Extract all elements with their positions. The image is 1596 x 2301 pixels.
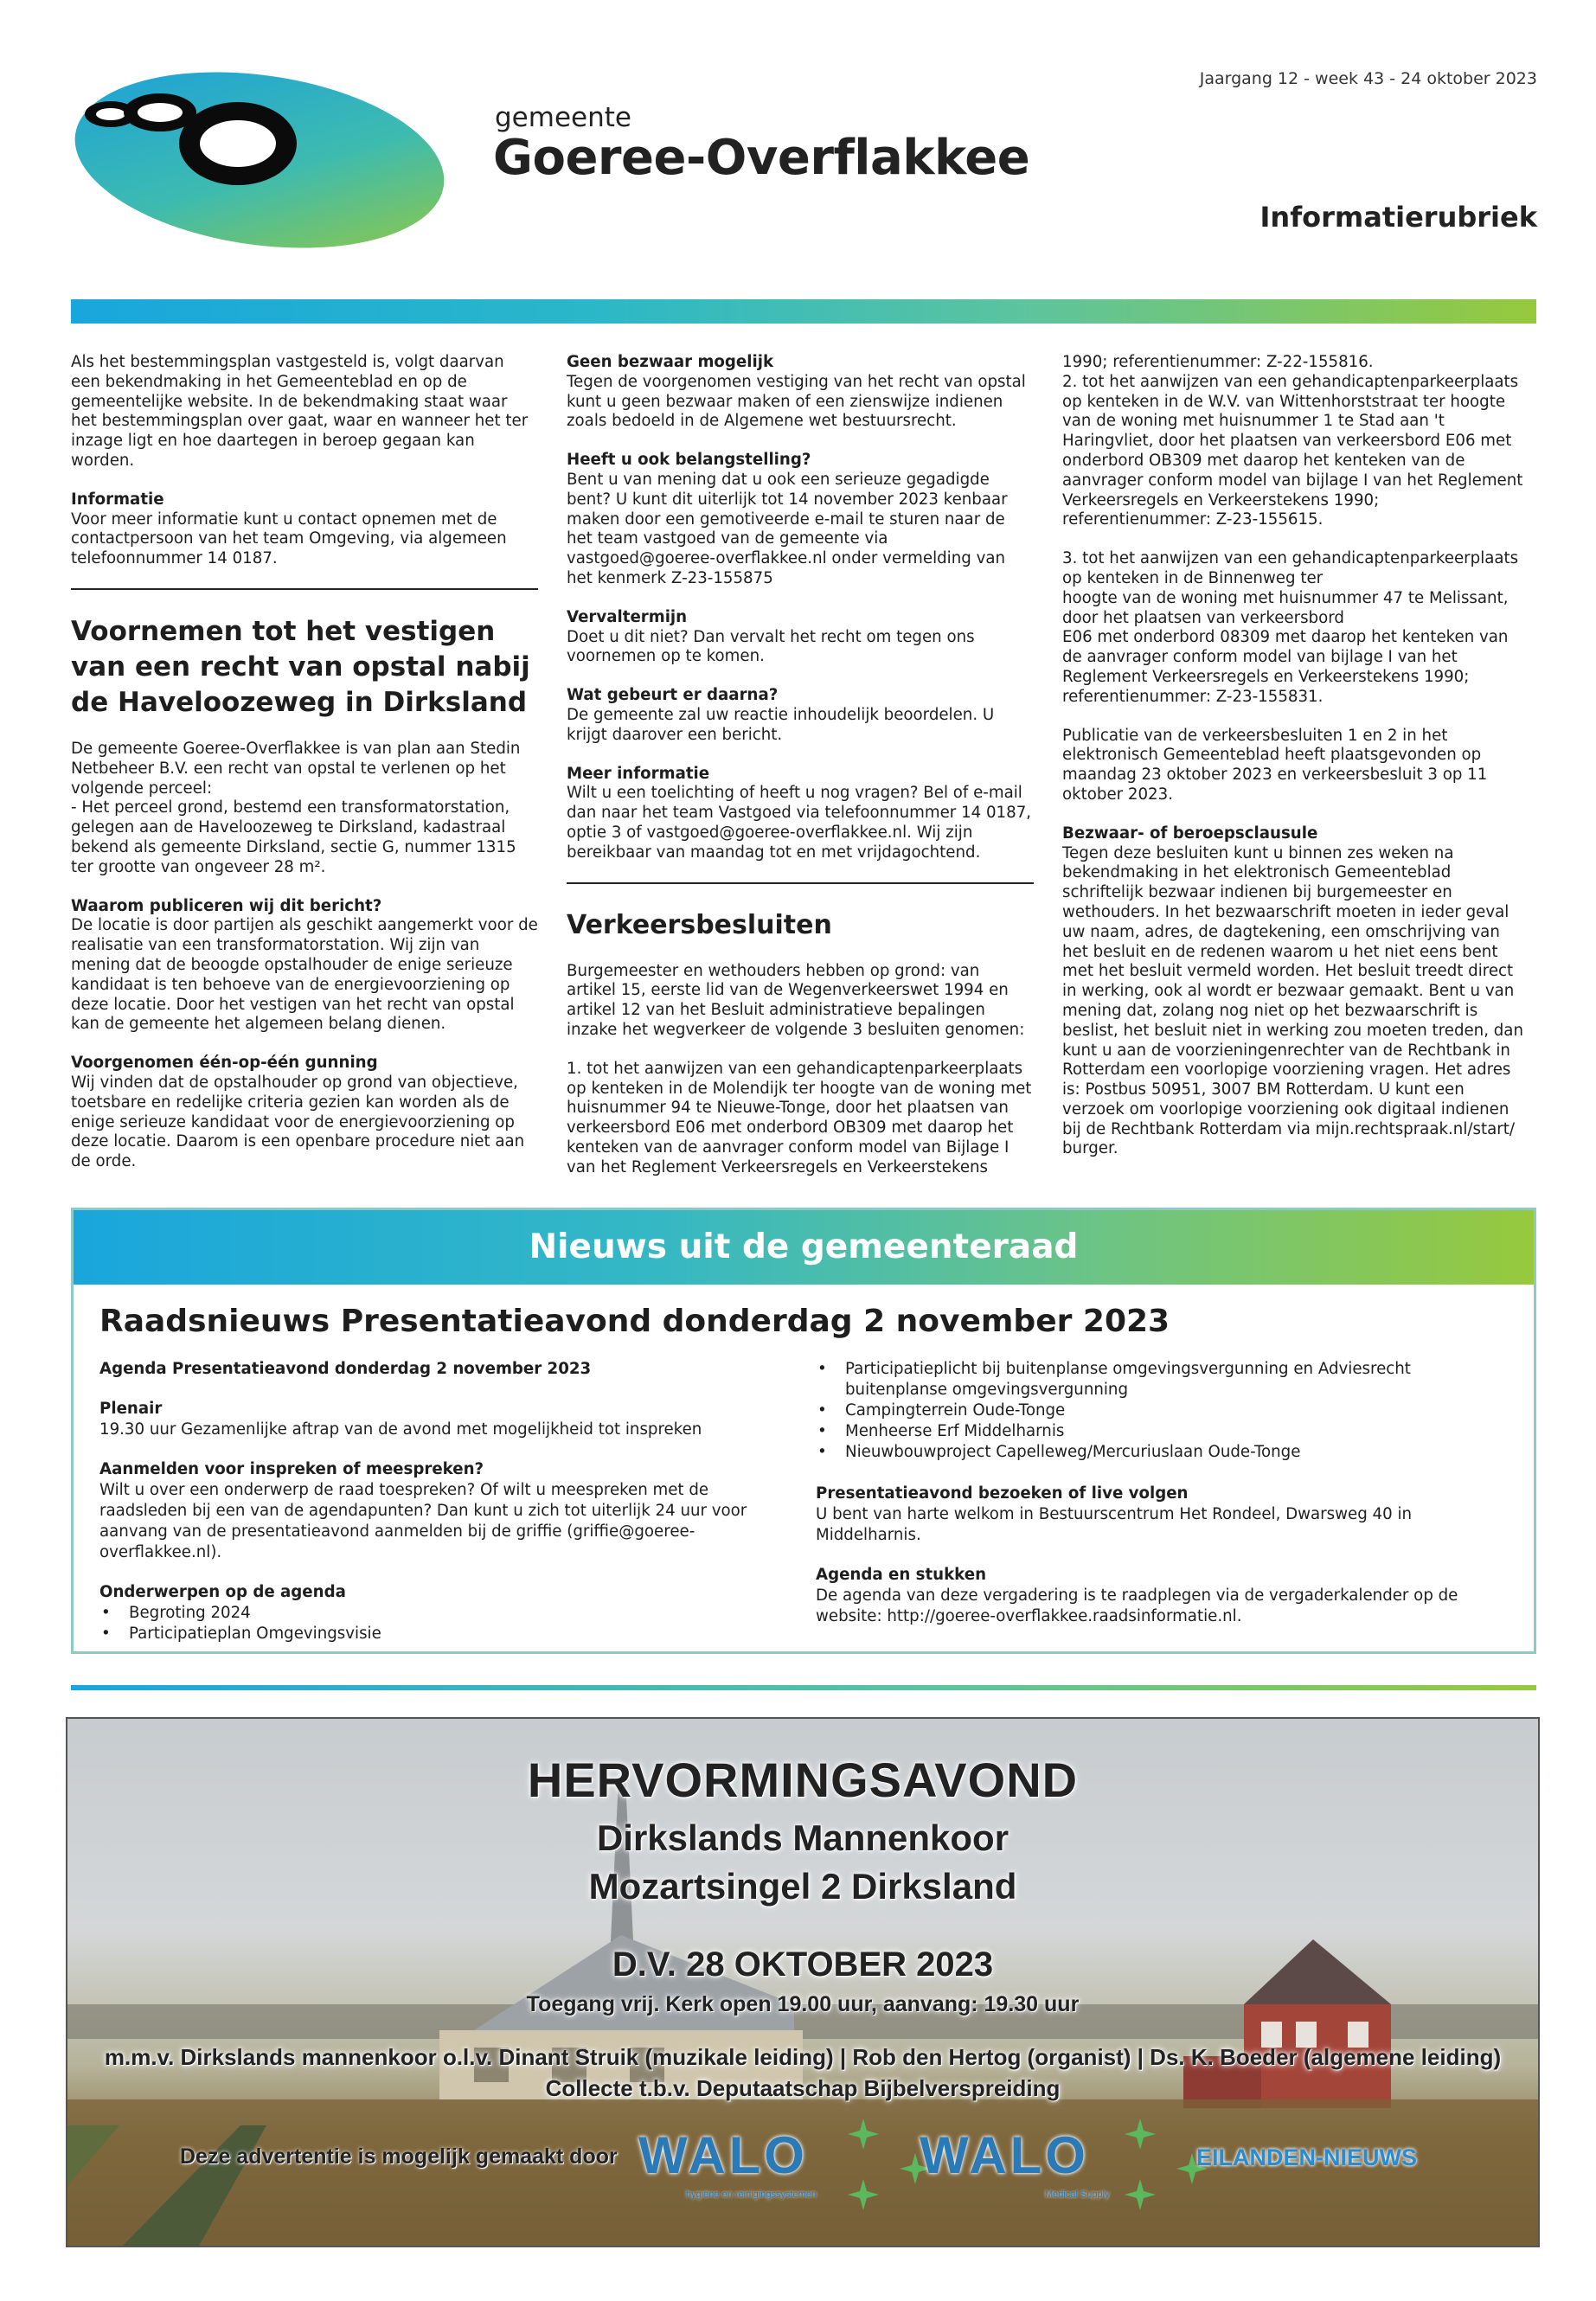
one-on-one-heading: Voorgenomen één-op-één gunning <box>71 1054 378 1073</box>
register-text: Wilt u over een onderwerp de raad toespreken? Of wilt u meespreken met de raadsleden bij een van de agendapunten? Dan kunt u zich tot uiterlijk 24 uur voor aanvang van de presentatieavond aanmelden bij de griffie (griffie@goeree-overflakkee.nl). <box>99 1481 747 1561</box>
visit-heading: Presentatieavond bezoeken of live volgen <box>816 1484 1189 1503</box>
council-news-title: Raadsnieuws Presentatieavond donderdag 2 november 2023 <box>99 1304 1170 1339</box>
traffic-item-3a: 3. tot het aanwijzen van een gehandicaptenparkeerplaats op kenteken in de Binnenweg ter <box>1062 549 1519 587</box>
list-item: • Begroting 2024 <box>99 1603 792 1624</box>
list-item: • Participatieplan Omgevingsvisie <box>99 1624 792 1644</box>
visit-block <box>816 1484 1508 1546</box>
info-heading: Informatie <box>71 490 164 509</box>
traffic-item-2: 2. tot het aanwijzen van een gehandicaptenparkeerplaats op kenteken in de W.V. van Wittenhorststraat ter hoogte van de woning met huisnummer 1 te Stad aan 't Haringvliet, door het plaatsen van verkeersbord E06 met onderbord OB309 met daarop het kenteken van de aanvrager conform model van bijlage I van het Reglement Verkeersregels en Verkeerstekens 1990; referentienummer: Z-23-155615. <box>1062 372 1523 529</box>
traffic-item-1-end: 1990; referentienummer: Z-22-155816. <box>1062 353 1374 371</box>
traffic-item-3c: E06 met onderbord 08309 met daarop het kenteken van de aanvrager conform model van bijlage I van het Reglement Verkeersregels en Verkeerstekens 1990; referentienummer: Z-23-155831. <box>1062 628 1509 706</box>
objection-heading: Bezwaar- of beroepsclausule <box>1062 824 1318 843</box>
docs-heading: Agenda en stukken <box>816 1566 987 1584</box>
list-item: • Nieuwbouwproject Capelleweg/Mercuriuslaan Oude-Tonge <box>816 1442 1508 1463</box>
walo-logo-1: WALO <box>638 2126 808 2184</box>
ad-title: HERVORMINGSAVOND <box>527 1753 1079 1807</box>
interest-heading: Heeft u ook belangstelling? <box>567 451 811 470</box>
traffic-title: Verkeersbesluiten <box>567 909 832 940</box>
list-item: • Campingterrein Oude-Tonge <box>816 1400 1508 1421</box>
list-item: • Menheerse Erf Middelharnis <box>816 1421 1508 1442</box>
divider <box>71 588 538 590</box>
traffic-item-3 <box>1062 549 1529 707</box>
docs-text: De agenda van deze vergadering is te raadplegen via de vergaderkalender op de website: http://goeree-overflakkee.raadsinformatie.nl. <box>816 1586 1458 1625</box>
traffic-item-block <box>1062 353 1529 530</box>
ad-entry-info: Toegang vrij. Kerk open 19.00 uur, aanvang: 19.30 uur <box>526 1992 1080 2016</box>
eilanden-nieuws-logo: EILANDEN-NIEUWS <box>1196 2144 1417 2170</box>
publication-text: Publicatie van de verkeersbesluiten 1 en 2 in het elektronisch Gemeenteblad heeft plaatsgevonden op maandag 23 oktober 2023 en verkeersbesluit 3 op 11 oktober 2023. <box>1062 726 1488 804</box>
next-text: De gemeente zal uw reactie inhoudelijk beoordelen. U krijgt daarover een bericht. <box>567 705 995 744</box>
topics-heading: Onderwerpen op de agenda <box>99 1583 346 1601</box>
why-text: De locatie is door partijen als geschikt aangemerkt voor de realisatie van een transformatorstation. Wij zijn van mening dat de beoogde opstalhouder de enige serieuze kandidaat is ten behoeve van de energievoorziening op deze locatie. Door het vestigen van het recht van opstal kan de gemeente het algemeen belang dienen. <box>71 916 538 1034</box>
opstal-p1 <box>71 740 538 878</box>
council-news-box <box>71 1208 1536 1654</box>
brand-small: gemeente <box>495 102 631 133</box>
council-news-bar: Nieuws uit de gemeenteraad <box>74 1210 1534 1285</box>
no-objection-heading: Geen bezwaar mogelijk <box>567 353 774 371</box>
plenary-text: 19.30 uur Gezamenlijke aftrap van de avond met mogelijkheid tot inspreken <box>99 1420 702 1439</box>
issue-date: Jaargang 12 - week 43 - 24 oktober 2023 <box>1199 69 1537 88</box>
agenda-heading <box>99 1359 792 1380</box>
council-news-right <box>816 1359 1508 1646</box>
objection-block <box>1062 824 1529 1160</box>
next-block <box>567 686 1034 745</box>
ad-credits: m.m.v. Dirkslands mannenkoor o.l.v. Dinant Struik (muzikale leiding) | Rob den Hertog (organist) | Ds. K. Boeder (algemene leiding) <box>104 2044 1502 2070</box>
objection-text: Tegen deze besluiten kunt u binnen zes weken na bekendmaking in het elektronisch Gemeenteblad schriftelijk bezwaar indienen bij burgemeester en wethouders. In het bezwaarschrift moeten in ieder geval uw naam, adres, de dagtekening, een omschrijving van het besluit en de redenen waarom u het niet eens bent met het besluit vermeld worden. Het besluit treedt direct in werking, ook al wordt er bezwaar gemaakt. Bent u van mening dat, zolang nog niet op het bezwaarschrift is beslist, het besluit niet in werking zou moeten treden, dan kunt u aan de voorzieningenrechter van de Rechtbank in Rotterdam een voorlopige voorziening vragen. Het adres is: Postbus 50951, 3007 BM Rotterdam. U kunt een verzoek om voorlopige voorziening ook digitaal indienen bij de Rechtbank Rotterdam via mijn.rechtspraak.nl/start/ burger. <box>1062 843 1523 1158</box>
interest-text: Bent u van mening dat u ook een serieuze gegadigde bent? U kunt dit uiterlijk tot 14 november 2023 kenbaar maken door een gemotiveerde e-mail te sturen naar de het team vastgoed van de gemeente via vastgoed@goeree-overflakkee.nl onder vermelding van het kenmerk Z-23-155875 <box>567 470 1008 587</box>
column-1 <box>71 353 538 1191</box>
traffic-item-1: 1. tot het aanwijzen van een gehandicaptenparkeerplaats op kenteken in de Molendijk ter hoogte van de woning met huisnummer 94 te Nieuwe-Tonge, door het plaatsen van verkeersbord E06 met onderbord OB309 met daarop het kenteken van de aanvrager conform model van Bijlage I van het Reglement Verkeersregels en Verkeerstekens <box>567 1059 1032 1176</box>
info-block <box>71 490 538 569</box>
why-heading: Waarom publiceren wij dit bericht? <box>71 896 382 915</box>
traffic-item-3b: hoogte van de woning met huisnummer 47 te Melissant, door het plaatsen van verkeersbord <box>1062 588 1509 627</box>
opstal-p1-parcel: - Het perceel grond, bestemd een transformatorstation, gelegen aan de Haveloozeweg te Dirksland, kadastraal bekend als gemeente Dirksland, sectie G, nummer 1315 ter grootte van ongeveer 28 m². <box>71 798 516 876</box>
expiry-text: Doet u dit niet? Dan vervalt het recht om tegen ons voornemen op te komen. <box>567 627 975 666</box>
more-info-text: Wilt u een toelichting of heeft u nog vragen? Bel of e-mail dan naar het team Vastgoed via telefoonnummer 14 0187, optie 3 of vastgoed@goeree-overflakkee.nl. Wij zijn bereikbaar van maandag tot en met vrijdagochtend. <box>567 784 1032 862</box>
why-block <box>71 897 538 1035</box>
divider <box>567 882 1034 884</box>
bestemmingsplan-intro: Als het bestemmingsplan vastgesteld is, volgt daarvan een bekendmaking in het Gemeenteblad en op de gemeentelijke website. In de bekendmaking staat waar het bestemmingsplan over gaat, waar en wanneer het ter inzage ligt en hoe daartegen in beroep gegaan kan worden. <box>71 353 529 470</box>
walo-logo-1-tagline: hygiëne en reinigingssystemen <box>686 2189 817 2200</box>
no-objection-block <box>567 353 1034 432</box>
register-heading: Aanmelden voor inspreken of meespreken? <box>99 1460 484 1478</box>
ad-sponsor-text: Deze advertentie is mogelijk gemaakt door <box>180 2144 618 2169</box>
ad-collection: Collecte t.b.v. Deputaatschap Bijbelverspreiding <box>545 2075 1061 2101</box>
docs-block <box>816 1565 1508 1627</box>
more-info-block <box>567 765 1034 863</box>
brand-title: Goeree-Overflakkee <box>493 130 1030 186</box>
ad-date: D.V. 28 OKTOBER 2023 <box>612 1945 994 1984</box>
hervormingsavond-advertisement <box>66 1717 1540 2247</box>
column-3 <box>1062 353 1529 1178</box>
opstal-p1-text: De gemeente Goeree-Overflakkee is van plan aan Stedin Netbeheer B.V. een recht van opstal te verlenen op het volgende perceel: <box>71 739 521 798</box>
walo-logo-2-tagline: Medical Supply <box>1045 2189 1110 2200</box>
header-gradient-bar <box>71 299 1536 324</box>
more-info-heading: Meer informatie <box>567 764 710 783</box>
agenda-heading-text: Agenda Presentatieavond donderdag 2 november 2023 <box>99 1360 592 1378</box>
next-heading: Wat gebeurt er daarna? <box>567 686 779 705</box>
one-on-one-block <box>71 1054 538 1172</box>
register-block <box>99 1459 792 1563</box>
ad-location: Mozartsingel 2 Dirksland <box>588 1866 1017 1907</box>
topics-list <box>99 1603 792 1644</box>
topics-list-continued <box>816 1359 1508 1463</box>
traffic-intro: Burgemeester en wethouders hebben op grond: van artikel 15, eerste lid van de Wegenverkeerswet 1994 en artikel 12 van het Besluit administratieve bepalingen inzake het wegverkeer de volgende 3 besluiten genomen: <box>567 961 1025 1039</box>
info-text: Voor meer informatie kunt u contact opnemen met de contactpersoon van het team Omgeving, via algemeen telefoonnummer 14 0187. <box>71 510 507 568</box>
plenary-block <box>99 1399 792 1440</box>
rubric-title: Informatierubriek <box>1259 201 1537 234</box>
municipality-logo <box>69 69 450 251</box>
section-gradient-line <box>71 1685 1536 1690</box>
list-item: • Participatieplicht bij buitenplanse omgevingsvergunning en Adviesrecht buitenplanse omgevingsvergunning <box>816 1359 1508 1400</box>
ad-choir: Dirkslands Mannenkoor <box>596 1817 1010 1858</box>
interest-block <box>567 451 1034 589</box>
plenary-heading: Plenair <box>99 1400 163 1418</box>
expiry-block <box>567 608 1034 667</box>
topics-block <box>99 1582 792 1644</box>
opstal-title: Voornemen tot het vestigen van een recht van opstal nabij de Haveloozeweg in Dirksland <box>71 615 530 718</box>
expiry-heading: Vervaltermijn <box>567 607 688 626</box>
column-2 <box>567 353 1034 1197</box>
council-news-left <box>99 1359 792 1644</box>
visit-text: U bent van harte welkom in Bestuurscentrum Het Rondeel, Dwarsweg 40 in Middelharnis. <box>816 1505 1413 1544</box>
walo-logo-2: WALO <box>920 2126 1089 2184</box>
no-objection-text: Tegen de voorgenomen vestiging van het recht van opstal kunt u geen bezwaar maken of een zienswijze indienen zoals bedoeld in de Algemene wet bestuursrecht. <box>567 372 1026 431</box>
one-on-one-text: Wij vinden dat de opstalhouder op grond van objectieve, toetsbare en redelijke criteria gezien kan worden als de enige serieuze kandidaat voor de energievoorziening op deze locatie. Daarom is een openbare procedure niet aan de orde. <box>71 1073 525 1171</box>
